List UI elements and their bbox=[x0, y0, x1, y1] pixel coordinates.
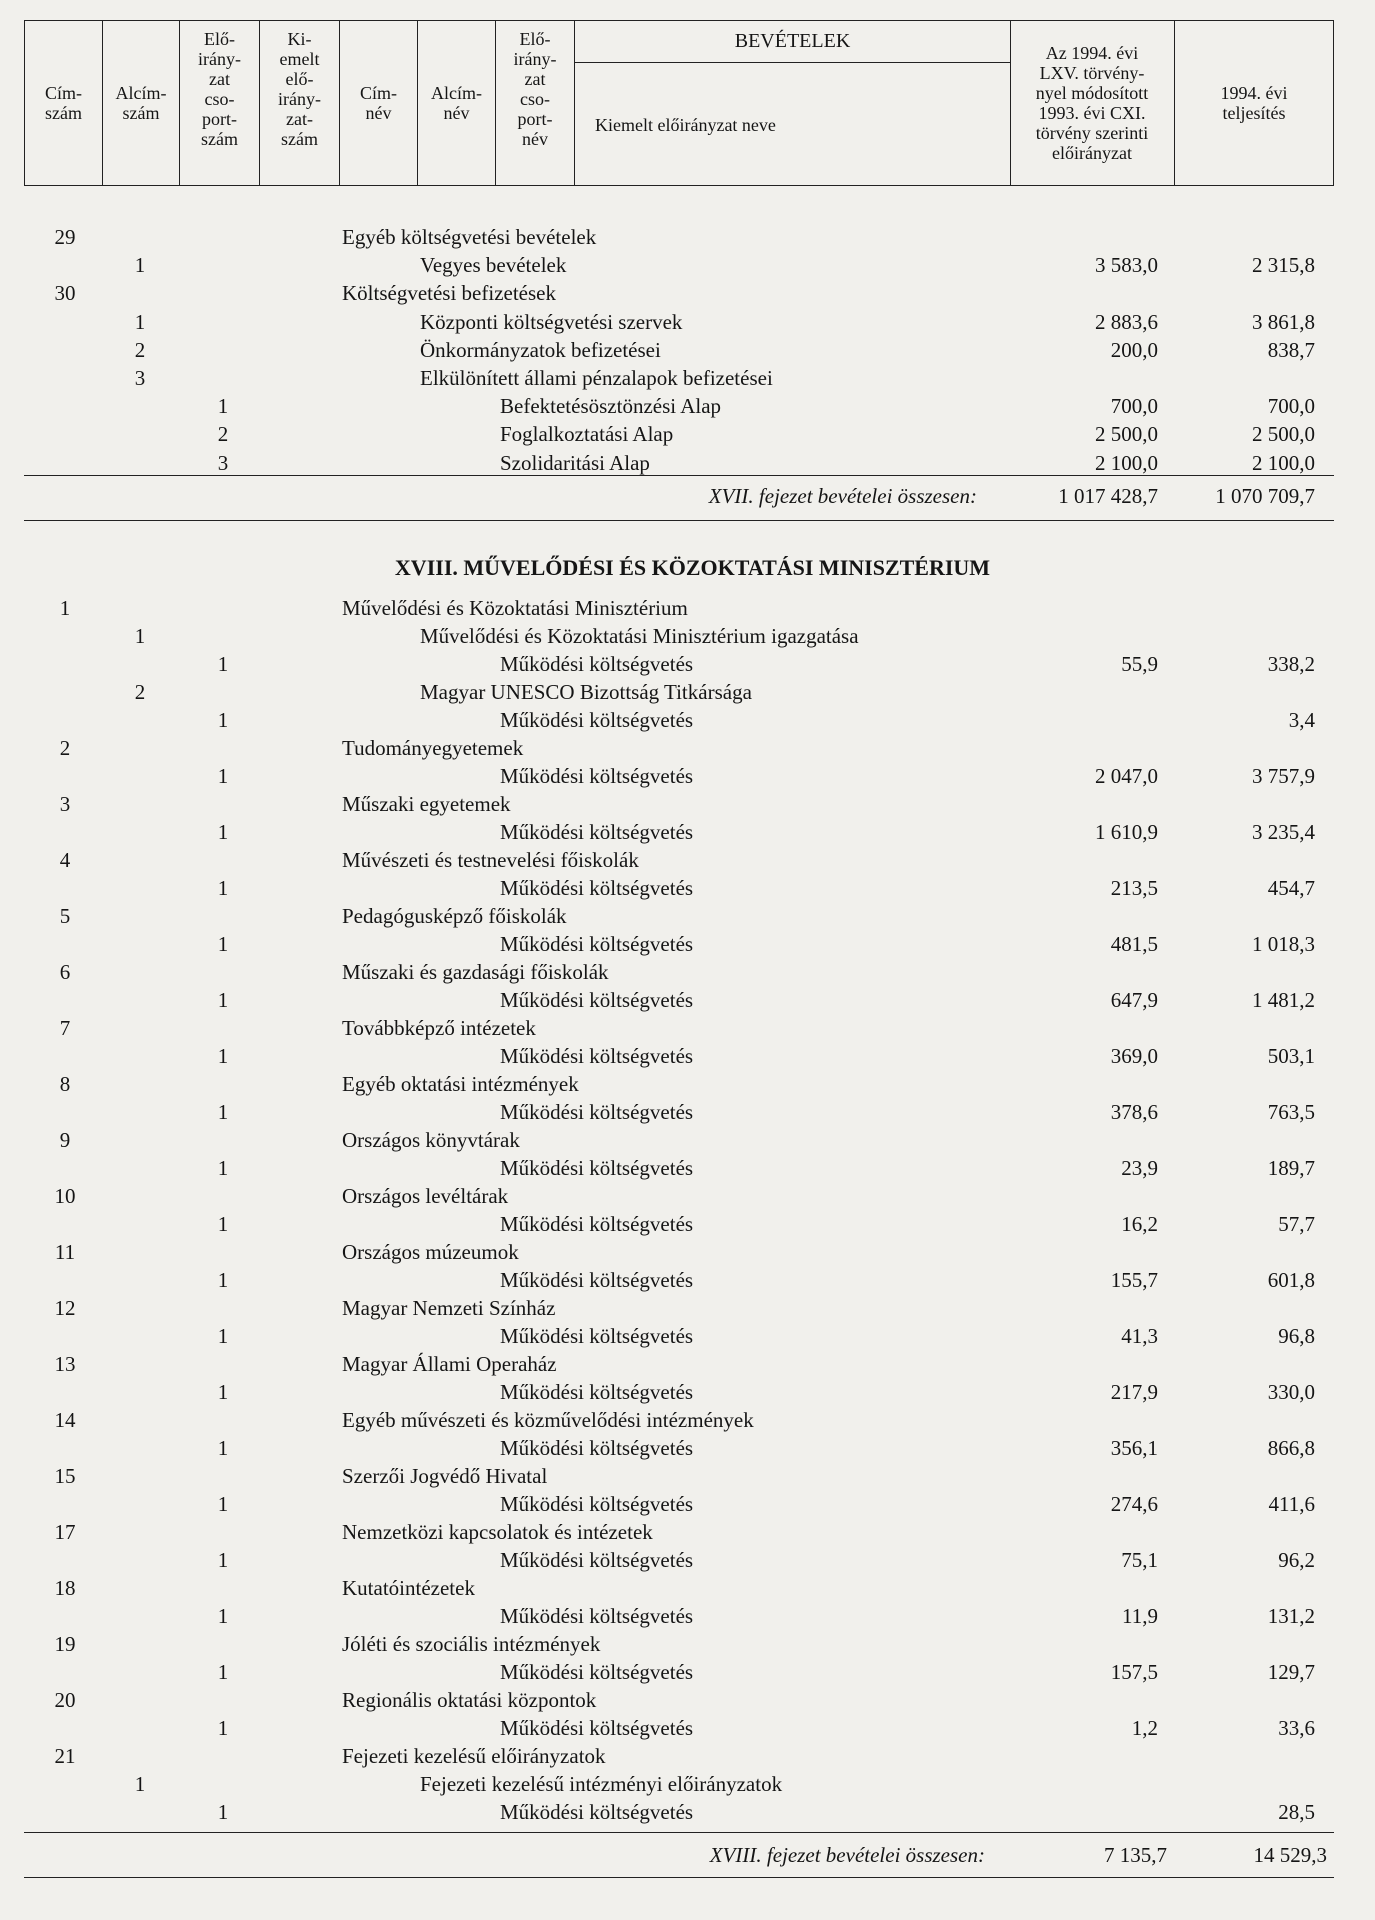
csoport-szam: 1 bbox=[217, 876, 229, 900]
cim-szam: 7 bbox=[59, 1016, 71, 1040]
row-name: Vegyes bevételek bbox=[420, 253, 567, 278]
table-row bbox=[0, 1800, 1375, 1826]
table-row bbox=[0, 1408, 1375, 1434]
table-row bbox=[0, 764, 1375, 790]
row-name: Működési költségvetés bbox=[500, 708, 694, 732]
eloiranyzat-value: 647,9 bbox=[1110, 988, 1158, 1012]
table-row bbox=[0, 422, 1375, 448]
table-row bbox=[0, 1268, 1375, 1294]
eloiranyzat-value: 200,0 bbox=[1110, 337, 1158, 362]
cim-szam: 9 bbox=[59, 1128, 71, 1152]
header-teljesites: 1994. évi teljesítés bbox=[1220, 83, 1288, 123]
header-eloiranyzat-csoportszam: Elő- irány- zat cso- port- szám bbox=[180, 21, 260, 185]
table-row bbox=[0, 1716, 1375, 1742]
table-row bbox=[0, 876, 1375, 902]
cim-szam: 15 bbox=[54, 1464, 76, 1488]
cim-szam: 29 bbox=[54, 225, 76, 249]
row-name: Művelődési és Közoktatási Minisztérium bbox=[342, 596, 688, 620]
eloiranyzat-value: 23,9 bbox=[1121, 1156, 1158, 1180]
row-name: Működési költségvetés bbox=[500, 1268, 694, 1292]
csoport-szam: 1 bbox=[217, 1660, 229, 1684]
row-name: Működési költségvetés bbox=[500, 764, 694, 788]
table-row bbox=[0, 225, 1375, 251]
rule-xviii-top bbox=[24, 1832, 1334, 1833]
xviii-total-eloiranyzat: 7 135,7 bbox=[1104, 1843, 1167, 1867]
eloiranyzat-value: 41,3 bbox=[1121, 1324, 1158, 1348]
row-name: Működési költségvetés bbox=[500, 820, 694, 844]
table-row bbox=[0, 366, 1375, 392]
xviii-total-row bbox=[0, 1843, 1375, 1869]
table-row bbox=[0, 820, 1375, 846]
table-row bbox=[0, 1016, 1375, 1042]
table-row bbox=[0, 338, 1375, 364]
table-row bbox=[0, 253, 1375, 279]
row-name: Regionális oktatási központok bbox=[342, 1688, 597, 1712]
eloiranyzat-value: 16,2 bbox=[1121, 1212, 1158, 1236]
csoport-szam: 1 bbox=[217, 394, 229, 419]
cim-szam: 5 bbox=[59, 904, 71, 928]
row-name: Szerzői Jogvédő Hivatal bbox=[342, 1464, 548, 1488]
table-row bbox=[0, 624, 1375, 650]
row-name: Működési költségvetés bbox=[500, 1800, 694, 1824]
csoport-szam: 3 bbox=[217, 450, 229, 475]
csoport-szam: 1 bbox=[217, 1800, 229, 1824]
row-name: Nemzetközi kapcsolatok és intézetek bbox=[342, 1520, 653, 1544]
row-name: Szolidaritási Alap bbox=[500, 450, 650, 475]
teljesites-value: 601,8 bbox=[1267, 1268, 1315, 1292]
cim-szam: 8 bbox=[59, 1072, 71, 1096]
cim-szam: 18 bbox=[54, 1576, 76, 1600]
row-name: Működési költségvetés bbox=[500, 1100, 694, 1124]
csoport-szam: 1 bbox=[217, 1156, 229, 1180]
eloiranyzat-value: 2 100,0 bbox=[1095, 450, 1158, 475]
row-name: Országos múzeumok bbox=[342, 1240, 519, 1264]
table-row bbox=[0, 736, 1375, 762]
teljesites-value: 503,1 bbox=[1267, 1044, 1315, 1068]
table-row bbox=[0, 451, 1375, 477]
row-name: Magyar UNESCO Bizottság Titkársága bbox=[420, 680, 752, 704]
teljesites-value: 2 100,0 bbox=[1252, 450, 1315, 475]
csoport-szam: 1 bbox=[217, 1100, 229, 1124]
row-name: Működési költségvetés bbox=[500, 988, 694, 1012]
teljesites-value: 838,7 bbox=[1267, 337, 1315, 362]
csoport-szam: 1 bbox=[217, 988, 229, 1012]
table-row bbox=[0, 1576, 1375, 1602]
table-row bbox=[0, 1324, 1375, 1350]
row-name: Továbbképző intézetek bbox=[342, 1016, 536, 1040]
row-name: Magyar Nemzeti Színház bbox=[342, 1296, 556, 1320]
row-name: Pedagógusképző főiskolák bbox=[342, 904, 567, 928]
table-row bbox=[0, 596, 1375, 622]
header-bevetelek: BEVÉTELEK bbox=[575, 21, 1010, 63]
xvii-total-eloiranyzat: 1 017 428,7 bbox=[1058, 484, 1158, 508]
teljesites-value: 1 481,2 bbox=[1252, 988, 1315, 1012]
teljesites-value: 3 235,4 bbox=[1252, 820, 1315, 844]
teljesites-value: 33,6 bbox=[1278, 1716, 1315, 1740]
teljesites-value: 131,2 bbox=[1267, 1604, 1315, 1628]
rule-xviii-bottom bbox=[24, 1877, 1334, 1878]
table-row bbox=[0, 988, 1375, 1014]
eloiranyzat-value: 213,5 bbox=[1110, 876, 1158, 900]
eloiranyzat-value: 11,9 bbox=[1122, 1604, 1158, 1628]
row-name: Egyéb költségvetési bevételek bbox=[342, 225, 597, 249]
teljesites-value: 411,6 bbox=[1268, 1492, 1315, 1516]
cim-szam: 1 bbox=[59, 596, 71, 620]
row-name: Műszaki egyetemek bbox=[342, 792, 511, 816]
csoport-szam: 1 bbox=[217, 1324, 229, 1348]
row-name: Kutatóintézetek bbox=[342, 1576, 475, 1600]
eloiranyzat-value: 481,5 bbox=[1110, 932, 1158, 956]
csoport-szam: 1 bbox=[217, 1604, 229, 1628]
table-header bbox=[24, 20, 1334, 186]
teljesites-value: 2 315,8 bbox=[1252, 253, 1315, 278]
row-name: Működési költségvetés bbox=[500, 1660, 694, 1684]
header-alcimnev: Alcím- név bbox=[418, 21, 496, 185]
header-kiemelt-nev: Kiemelt előirányzat neve bbox=[595, 114, 776, 135]
cim-szam: 4 bbox=[59, 848, 71, 872]
table-row bbox=[0, 1436, 1375, 1462]
csoport-szam: 1 bbox=[217, 932, 229, 956]
teljesites-value: 96,2 bbox=[1278, 1548, 1315, 1572]
row-name: Működési költségvetés bbox=[500, 1492, 694, 1516]
xviii-total-label: XVIII. fejezet bevételei összesen: bbox=[709, 1843, 985, 1867]
eloiranyzat-value: 274,6 bbox=[1110, 1492, 1158, 1516]
section-title bbox=[0, 555, 1375, 581]
header-cimnev: Cím- név bbox=[340, 21, 418, 185]
row-name: Működési költségvetés bbox=[500, 1380, 694, 1404]
table-row bbox=[0, 1352, 1375, 1378]
teljesites-value: 700,0 bbox=[1267, 394, 1315, 419]
csoport-szam: 1 bbox=[217, 820, 229, 844]
row-name: Költségvetési befizetések bbox=[342, 281, 556, 306]
csoport-szam: 1 bbox=[217, 1380, 229, 1404]
csoport-szam: 1 bbox=[217, 1212, 229, 1236]
row-name: Működési költségvetés bbox=[500, 1548, 694, 1572]
row-name: Művelődési és Közoktatási Minisztérium igazgatása bbox=[420, 624, 859, 648]
rule-xvii-top bbox=[24, 475, 1334, 476]
table-row bbox=[0, 310, 1375, 336]
cim-szam: 3 bbox=[59, 792, 71, 816]
row-name: Önkormányzatok befizetései bbox=[420, 337, 661, 362]
teljesites-value: 1 018,3 bbox=[1252, 932, 1315, 956]
cim-szam: 2 bbox=[59, 736, 71, 760]
row-name: Fejezeti kezelésű előirányzatok bbox=[342, 1744, 606, 1768]
row-name: Működési költségvetés bbox=[500, 1716, 694, 1740]
teljesites-value: 28,5 bbox=[1278, 1800, 1315, 1824]
eloiranyzat-value: 1,2 bbox=[1131, 1716, 1158, 1740]
table-row bbox=[0, 1128, 1375, 1154]
teljesites-value: 3 861,8 bbox=[1252, 309, 1315, 334]
section-title-text: XVIII. MŰVELŐDÉSI ÉS KÖZOKTATÁSI MINISZTÉRIUM bbox=[394, 555, 991, 580]
teljesites-value: 763,5 bbox=[1267, 1100, 1315, 1124]
header-cimszam: Cím- szám bbox=[25, 21, 103, 185]
xviii-total-teljesites: 14 529,3 bbox=[1253, 1843, 1327, 1867]
csoport-szam: 1 bbox=[217, 764, 229, 788]
table-row bbox=[0, 1464, 1375, 1490]
table-row bbox=[0, 904, 1375, 930]
row-name: Műszaki és gazdasági főiskolák bbox=[342, 960, 609, 984]
table-row bbox=[0, 792, 1375, 818]
eloiranyzat-value: 369,0 bbox=[1110, 1044, 1158, 1068]
row-name: Tudományegyetemek bbox=[342, 736, 524, 760]
table-row bbox=[0, 281, 1375, 307]
header-csoportnev: Elő- irány- zat cso- port- név bbox=[496, 21, 575, 185]
row-name: Elkülönített állami pénzalapok befizetései bbox=[420, 366, 773, 390]
cim-szam: 14 bbox=[54, 1408, 76, 1432]
table-row bbox=[0, 848, 1375, 874]
row-name: Országos könyvtárak bbox=[342, 1128, 520, 1152]
alcim-szam: 1 bbox=[134, 253, 146, 278]
cim-szam: 6 bbox=[59, 960, 71, 984]
row-name: Működési költségvetés bbox=[500, 1436, 694, 1460]
csoport-szam: 2 bbox=[217, 422, 229, 447]
row-name: Működési költségvetés bbox=[500, 652, 694, 676]
table-row bbox=[0, 1772, 1375, 1798]
table-row bbox=[0, 1688, 1375, 1714]
cim-szam: 11 bbox=[54, 1240, 76, 1264]
table-row bbox=[0, 708, 1375, 734]
table-row bbox=[0, 1632, 1375, 1658]
row-name: Magyar Állami Operaház bbox=[342, 1352, 557, 1376]
teljesites-value: 338,2 bbox=[1267, 652, 1315, 676]
table-row bbox=[0, 1660, 1375, 1686]
eloiranyzat-value: 3 583,0 bbox=[1095, 253, 1158, 278]
eloiranyzat-value: 2 500,0 bbox=[1095, 422, 1158, 447]
alcim-szam: 1 bbox=[134, 624, 146, 648]
eloiranyzat-value: 155,7 bbox=[1110, 1268, 1158, 1292]
table-row bbox=[0, 652, 1375, 678]
table-row bbox=[0, 1380, 1375, 1406]
row-name: Működési költségvetés bbox=[500, 876, 694, 900]
teljesites-value: 3,4 bbox=[1288, 708, 1315, 732]
teljesites-value: 2 500,0 bbox=[1252, 422, 1315, 447]
cim-szam: 20 bbox=[54, 1688, 76, 1712]
alcim-szam: 2 bbox=[134, 680, 146, 704]
teljesites-value: 454,7 bbox=[1267, 876, 1315, 900]
eloiranyzat-value: 700,0 bbox=[1110, 394, 1158, 419]
table-row bbox=[0, 1604, 1375, 1630]
row-name: Központi költségvetési szervek bbox=[420, 309, 683, 334]
row-name: Működési költségvetés bbox=[500, 1324, 694, 1348]
csoport-szam: 1 bbox=[217, 1716, 229, 1740]
eloiranyzat-value: 2 883,6 bbox=[1095, 309, 1158, 334]
header-eloiranyzat: Az 1994. évi LXV. törvény- nyel módosított 1993. évi CXI. törvény szerinti előirányzat bbox=[1010, 21, 1175, 185]
row-name: Egyéb oktatási intézmények bbox=[342, 1072, 579, 1096]
row-name: Működési költségvetés bbox=[500, 1604, 694, 1628]
row-name: Foglalkoztatási Alap bbox=[500, 422, 674, 447]
eloiranyzat-value: 2 047,0 bbox=[1095, 764, 1158, 788]
csoport-szam: 1 bbox=[217, 1044, 229, 1068]
teljesites-value: 330,0 bbox=[1267, 1380, 1315, 1404]
rule-xvii-bottom bbox=[24, 520, 1334, 521]
eloiranyzat-value: 55,9 bbox=[1121, 652, 1158, 676]
cim-szam: 13 bbox=[54, 1352, 76, 1376]
table-row bbox=[0, 1240, 1375, 1266]
alcim-szam: 1 bbox=[134, 309, 146, 334]
table-row bbox=[0, 1296, 1375, 1322]
table-row bbox=[0, 932, 1375, 958]
eloiranyzat-value: 1 610,9 bbox=[1095, 820, 1158, 844]
table-row bbox=[0, 1156, 1375, 1182]
eloiranyzat-value: 75,1 bbox=[1121, 1548, 1158, 1572]
eloiranyzat-value: 356,1 bbox=[1110, 1436, 1158, 1460]
cim-szam: 12 bbox=[54, 1296, 76, 1320]
row-name: Működési költségvetés bbox=[500, 1156, 694, 1180]
table-row bbox=[0, 1044, 1375, 1070]
xvii-total-label: XVII. fejezet bevételei összesen: bbox=[708, 484, 977, 508]
row-name: Egyéb művészeti és közművelődési intézmények bbox=[342, 1408, 754, 1432]
row-name: Fejezeti kezelésű intézményi előirányzatok bbox=[420, 1772, 783, 1796]
header-kiemelt-szam: Ki- emelt elő- irány- zat- szám bbox=[260, 21, 340, 185]
cim-szam: 10 bbox=[54, 1184, 76, 1208]
table-row bbox=[0, 1212, 1375, 1238]
table-row bbox=[0, 680, 1375, 706]
table-row bbox=[0, 960, 1375, 986]
alcim-szam: 3 bbox=[134, 366, 146, 390]
xvii-total-teljesites: 1 070 709,7 bbox=[1215, 484, 1315, 508]
row-name: Befektetésösztönzési Alap bbox=[500, 394, 722, 419]
row-name: Művészeti és testnevelési főiskolák bbox=[342, 848, 639, 872]
csoport-szam: 1 bbox=[217, 1268, 229, 1292]
eloiranyzat-value: 378,6 bbox=[1110, 1100, 1158, 1124]
table-row bbox=[0, 1072, 1375, 1098]
table-row bbox=[0, 1492, 1375, 1518]
alcim-szam: 2 bbox=[134, 337, 146, 362]
csoport-szam: 1 bbox=[217, 652, 229, 676]
teljesites-value: 129,7 bbox=[1267, 1660, 1315, 1684]
row-name: Országos levéltárak bbox=[342, 1184, 509, 1208]
table-row bbox=[0, 1744, 1375, 1770]
cim-szam: 19 bbox=[54, 1632, 76, 1656]
teljesites-value: 57,7 bbox=[1278, 1212, 1315, 1236]
table-row bbox=[0, 1520, 1375, 1546]
teljesites-value: 3 757,9 bbox=[1252, 764, 1315, 788]
row-name: Működési költségvetés bbox=[500, 1044, 694, 1068]
cim-szam: 17 bbox=[54, 1520, 76, 1544]
xvii-total-row bbox=[0, 484, 1375, 510]
csoport-szam: 1 bbox=[217, 1548, 229, 1572]
csoport-szam: 1 bbox=[217, 708, 229, 732]
cim-szam: 21 bbox=[54, 1744, 76, 1768]
teljesites-value: 866,8 bbox=[1267, 1436, 1315, 1460]
table-row bbox=[0, 1184, 1375, 1210]
row-name: Működési költségvetés bbox=[500, 932, 694, 956]
csoport-szam: 1 bbox=[217, 1436, 229, 1460]
alcim-szam: 1 bbox=[134, 1772, 146, 1796]
header-alcimszam: Alcím- szám bbox=[103, 21, 180, 185]
row-name: Jóléti és szociális intézmények bbox=[342, 1632, 601, 1656]
table-row bbox=[0, 1548, 1375, 1574]
teljesites-value: 189,7 bbox=[1267, 1156, 1315, 1180]
eloiranyzat-value: 157,5 bbox=[1110, 1660, 1158, 1684]
table-row bbox=[0, 1100, 1375, 1126]
row-name: Működési költségvetés bbox=[500, 1212, 694, 1236]
table-row bbox=[0, 394, 1375, 420]
teljesites-value: 96,8 bbox=[1278, 1324, 1315, 1348]
cim-szam: 30 bbox=[54, 281, 76, 306]
csoport-szam: 1 bbox=[217, 1492, 229, 1516]
eloiranyzat-value: 217,9 bbox=[1110, 1380, 1158, 1404]
